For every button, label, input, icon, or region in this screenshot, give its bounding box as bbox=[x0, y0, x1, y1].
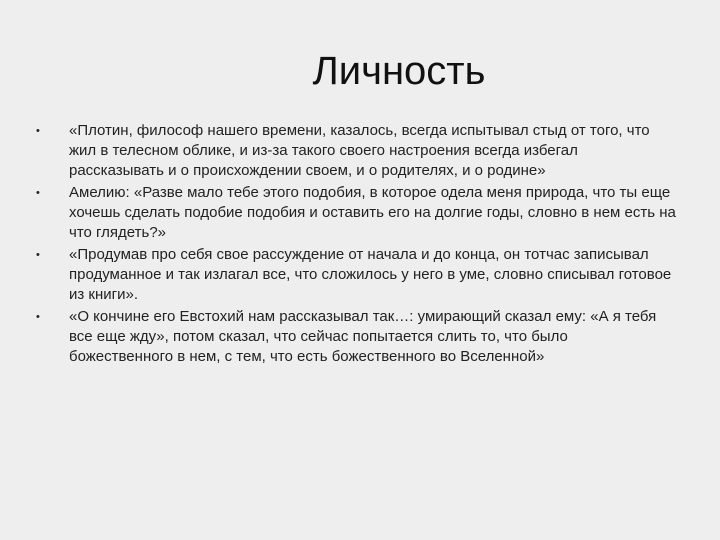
bullet-icon: • bbox=[36, 249, 40, 261]
bullet-icon: • bbox=[36, 311, 40, 323]
bullet-item bbox=[36, 245, 676, 305]
bullet-item bbox=[36, 307, 676, 367]
bullet-text: «Плотин, философ нашего времени, казалось, всегда испытывал стыд от того, что жил в телесном облике, и из-за такого своего настроения всегда избегал рассказывать и о происхождении своем, и о родителях, и о родине» bbox=[69, 122, 650, 179]
bullet-icon: • bbox=[36, 125, 40, 137]
slide-title: Личность bbox=[312, 49, 486, 93]
bullet-icon: • bbox=[36, 187, 40, 199]
bullet-text: Амелию: «Разве мало тебе этого подобия, в которое одела меня природа, что ты еще хочешь сделать подобие подобия и оставить его на долгие годы, словно в нем есть на что глядеть?» bbox=[69, 184, 676, 241]
bullet-text: «Продумав про себя свое рассуждение от начала и до конца, он тотчас записывал продуманное и так излагал все, что сложилось у него в уме, словно списывал готовое из книги». bbox=[69, 246, 672, 303]
bullet-item bbox=[36, 121, 676, 181]
bullet-item bbox=[36, 183, 676, 243]
bullet-list bbox=[36, 121, 676, 369]
bullet-text: «О кончине его Евстохий нам рассказывал так…: умирающий сказал ему: «А я тебя все еще жду», потом сказал, что сейчас попытается слить то, что было божественного в нем, с тем, что есть божественного во Вселенной» bbox=[69, 308, 657, 365]
